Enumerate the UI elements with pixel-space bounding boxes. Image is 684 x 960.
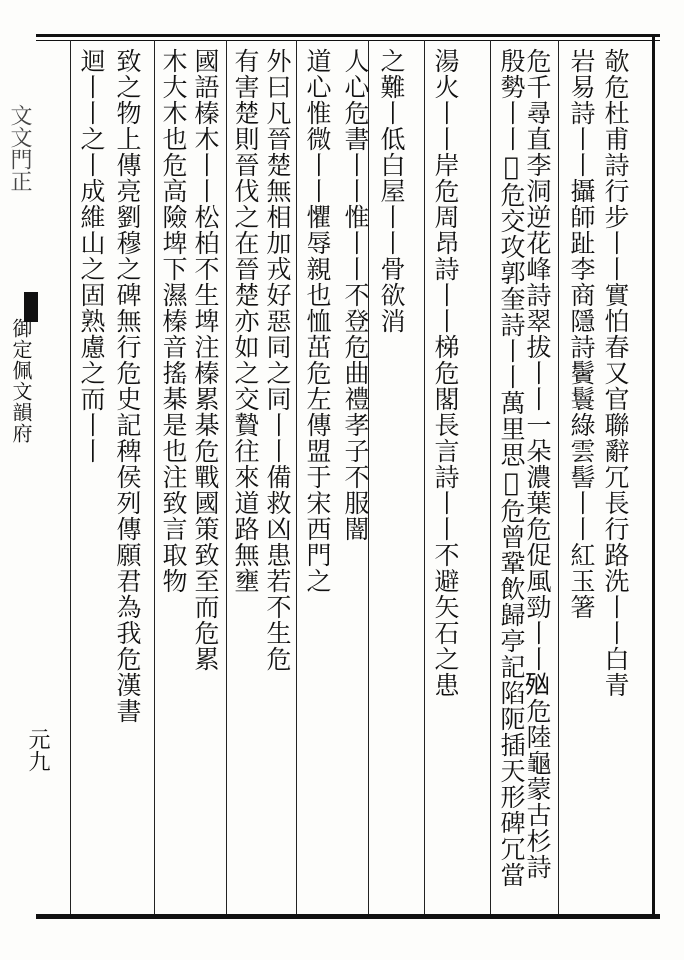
text-column-13: 致之物上傳亮劉穆之碑無行危史記稗侯列傳願君為我危漢書: [113, 48, 142, 724]
column-rule: [558, 40, 559, 914]
top-border-line: [36, 34, 660, 37]
book-title: 御定佩文韻府: [9, 318, 33, 444]
page-number: 元九: [25, 728, 50, 772]
text-column-6: 之難丨低白屋丨丨骨欲消: [377, 48, 406, 334]
text-column-5: 湯火丨丨岸危周昂詩丨丨梯危閣長言詩丨丨不避矢石之患: [431, 48, 460, 698]
column-rule: [424, 40, 425, 914]
top-inner-border-line: [36, 40, 660, 41]
text-column-1: 欹危杜甫詩行步丨丨實怕春又官聯辭冗長行路洗丨丨白青: [601, 48, 630, 698]
text-column-12: 木大木也危高險埤下濕榛音搖棊是也注致言取物: [159, 48, 188, 594]
column-rule: [226, 40, 227, 914]
text-column-10: 有害楚則晉伐之在晉楚亦如之交贄往來道路無壅: [231, 48, 260, 594]
text-column-3: 危千尋直李洞逆花峰詩翠拔丨丨一朵濃葉危促風勁丨丨𣧑危陸龜蒙古杉詩: [523, 48, 552, 880]
bottom-border-line: [36, 914, 660, 919]
left-margin: [0, 44, 36, 304]
column-rule: [490, 40, 491, 914]
column-rule: [154, 40, 155, 914]
column-rule: [296, 40, 297, 914]
right-border-line: [652, 34, 655, 919]
margin-edge-glyphs: 文文門正: [7, 104, 32, 192]
text-column-14: 迴丨丨之丨成維山之固熟慮之而丨丨: [77, 48, 106, 464]
text-column-9: 外曰凡晉楚無相加戎好惡同之同丨丨備救凶患若不生危: [263, 48, 292, 672]
column-rule: [70, 40, 71, 914]
text-column-11: 國語榛木丨丨松柏不生埤注榛累棊危戰國策致至而危累: [191, 48, 220, 672]
text-column-2: 岩易詩丨丨攝師趾李商隱詩鬢鬟綠雲髻丨丨紅玉箸: [567, 48, 596, 620]
text-column-4: 殷勢丨丨𩨐危交攻郭奎詩丨丨萬里思𩨐危曾鞏飲歸亭記陷阨插天形碑冗當: [497, 48, 526, 888]
text-column-8: 道心惟微丨丨懼辱親也恤茁危左傳盟于宋西門之: [303, 48, 332, 594]
text-column-7: 人心危書丨丨惟丨丨不登危曲禮孝子不服闇: [341, 48, 370, 542]
